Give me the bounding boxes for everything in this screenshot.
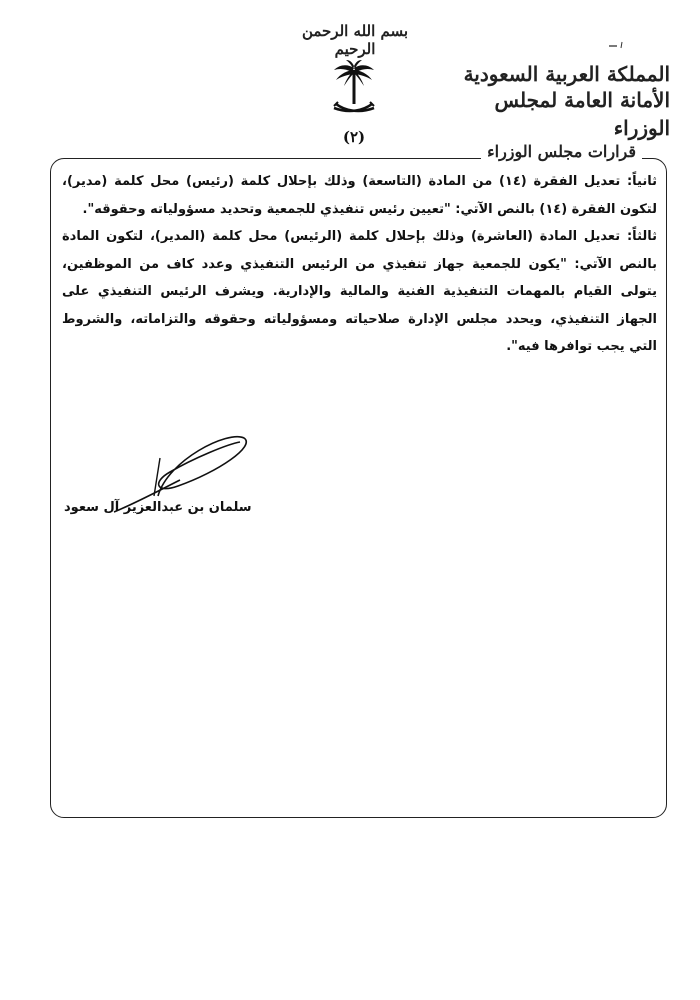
resolution-body [62,168,657,361]
paragraph-text: تعديل المادة (العاشرة) وذلك بإحلال كلمة (الرئيس) محل كلمة (المدير)، لتكون المادة بالنص الآتي: "يكون للجمعية جهاز تنفيذي من الرئيس التنفيذي وعدد كاف من الموظفين، يتولى القيام بالمهمات التنفيذية الفنية والمالية والإدارية. ويشرف الرئيس التنفيذي على الجهاز التنفيذي، ويحدد مجلس الإدارة صلاحياته ومسؤولياته وحقوقه والتزاماته، والشروط التي يجب توافرها فيه". [62,229,657,354]
secretariat-title: الأمانة العامة لمجلس الوزراء [494,88,670,140]
paragraph-label: ثانياً: [626,174,657,189]
paragraph-third [62,223,657,361]
corner-mark [608,34,624,42]
basmala: بسم الله الرحمن الرحيم [301,22,409,58]
palm-and-swords-emblem [328,58,380,136]
page-number: (٢) [342,128,366,146]
signatory-name: سلمان بن عبدالعزيز آل سعود [64,500,252,515]
paragraph-label: ثالثاً: [626,229,658,244]
paragraph-second [62,168,657,223]
paragraph-text: تعديل الفقرة (١٤) من المادة (التاسعة) وذلك بإحلال كلمة (رئيس) محل كلمة (مدير)، لتكون الفقرة (١٤) بالنص الآتي: "تعيين رئيس تنفيذي للجمعية وتحديد مسؤولياته وحقوقه". [62,174,657,217]
kingdom-title: المملكة العربية السعودية [463,62,670,86]
letterhead [455,62,670,142]
frame-caption: قرارات مجلس الوزراء [481,142,642,161]
